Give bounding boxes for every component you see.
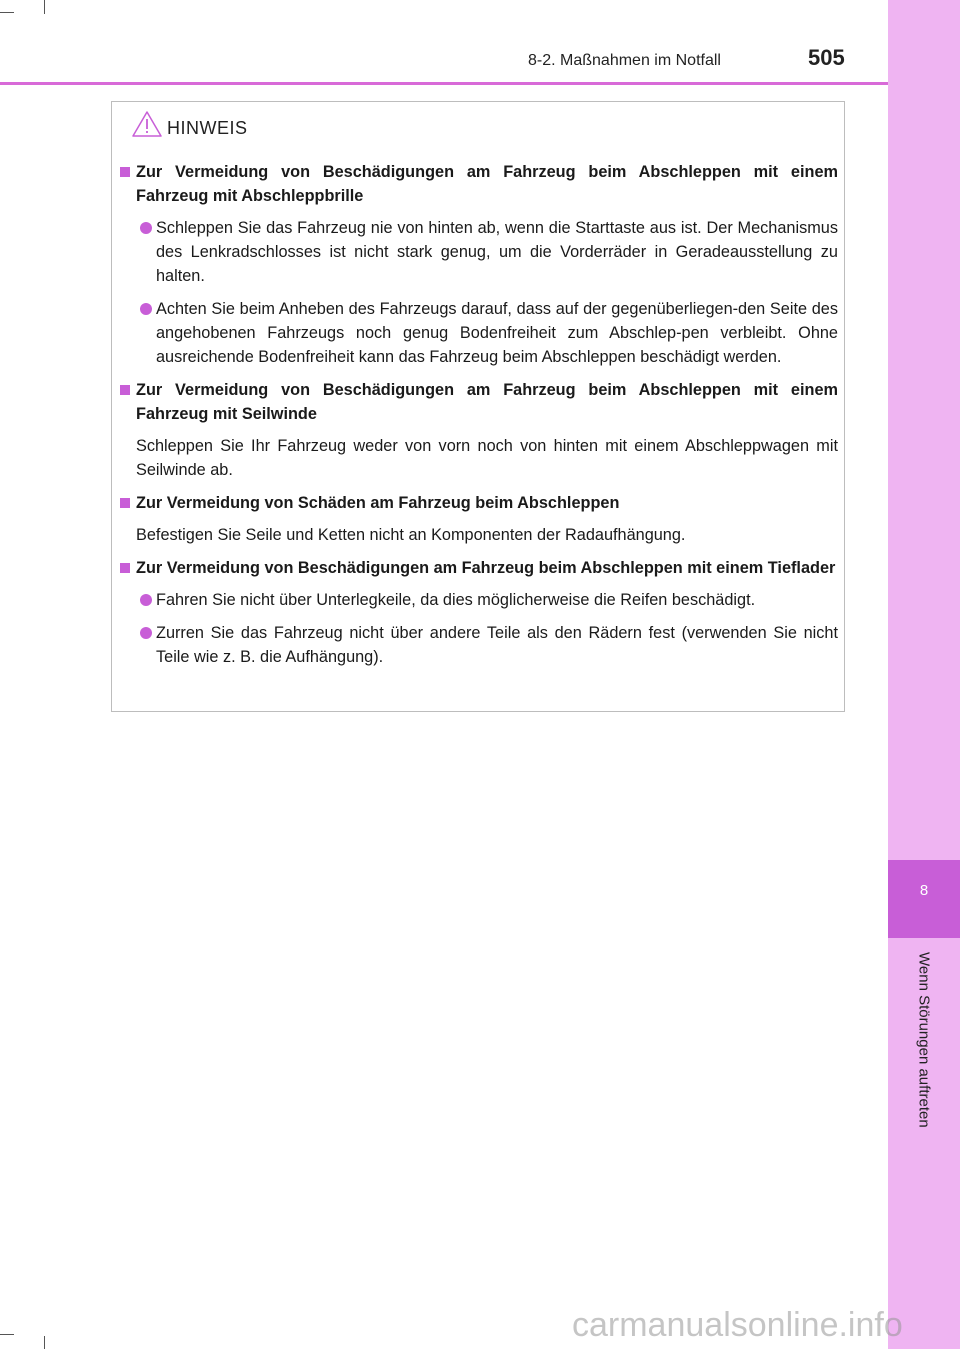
circle-bullet-icon [140, 594, 152, 606]
square-bullet-icon [120, 563, 130, 573]
section-heading-text: Zur Vermeidung von Beschädigungen am Fahrzeug beim Abschleppen mit einem Tieflader [136, 559, 836, 577]
section-title: 8-2. Maßnahmen im Notfall [528, 52, 721, 69]
crop-mark [44, 0, 45, 14]
warning-triangle-icon [131, 110, 163, 143]
section-heading [120, 378, 838, 426]
list-item-text: Achten Sie beim Anheben des Fahrzeugs darauf, dass auf der gegenüberliegen-den Seite des angehobenen Fahrzeugs noch genug Bodenfreiheit zum Abschlep-pen verbleibt. Ohne ausreichende Bodenfreiheit kann das Fahrzeug beim Abschleppen beschädigt werden. [156, 300, 838, 366]
list-item [120, 621, 838, 669]
section-heading [120, 556, 838, 580]
chapter-number: 8 [919, 882, 929, 899]
list-item [120, 297, 838, 369]
circle-bullet-icon [140, 627, 152, 639]
list-item [120, 216, 838, 288]
section-text: Befestigen Sie Seile und Ketten nicht an Komponenten der Radaufhängung. [136, 526, 686, 544]
section-text: Schleppen Sie Ihr Fahrzeug weder von vorn noch von hinten mit einem Abschleppwagen mit Seilwinde ab. [136, 437, 838, 479]
square-bullet-icon [120, 167, 130, 177]
section-heading-text: Zur Vermeidung von Beschädigungen am Fahrzeug beim Abschleppen mit einem Fahrzeug mit Seilwinde [136, 381, 838, 423]
square-bullet-icon [120, 385, 130, 395]
section-heading [120, 491, 838, 515]
page-number: 505 [808, 45, 845, 70]
chapter-tab [888, 860, 960, 938]
chapter-title: Wenn Störungen auftreten [915, 952, 933, 1128]
notice-content [120, 160, 838, 678]
side-strip [888, 0, 960, 1349]
crop-mark [0, 1334, 14, 1335]
square-bullet-icon [120, 498, 130, 508]
notice-box [111, 101, 845, 712]
section-heading [120, 160, 838, 208]
header-rule [0, 82, 888, 85]
list-item-text: Fahren Sie nicht über Unterlegkeile, da dies möglicherweise die Reifen beschädigt. [156, 591, 756, 609]
list-item-text: Zurren Sie das Fahrzeug nicht über andere Teile als den Rädern fest (verwenden Sie nicht Teile wie z. B. die Aufhängung). [156, 624, 838, 666]
circle-bullet-icon [140, 222, 152, 234]
crop-mark [44, 1336, 45, 1349]
crop-mark [0, 12, 14, 13]
list-item-text: Schleppen Sie das Fahrzeug nie von hinten ab, wenn die Starttaste aus ist. Der Mechanismus des Lenkradschlosses ist nicht stark genug, um die Vorderräder in Geradeausstellung zu halten. [156, 219, 838, 285]
notice-label: HINWEIS [167, 118, 248, 138]
watermark: carmanualsonline.info [572, 1306, 903, 1344]
circle-bullet-icon [140, 303, 152, 315]
section-heading-text: Zur Vermeidung von Beschädigungen am Fahrzeug beim Abschleppen mit einem Fahrzeug mit Abschleppbrille [136, 163, 838, 205]
section-heading-text: Zur Vermeidung von Schäden am Fahrzeug beim Abschleppen [136, 494, 620, 512]
list-item [120, 588, 838, 612]
